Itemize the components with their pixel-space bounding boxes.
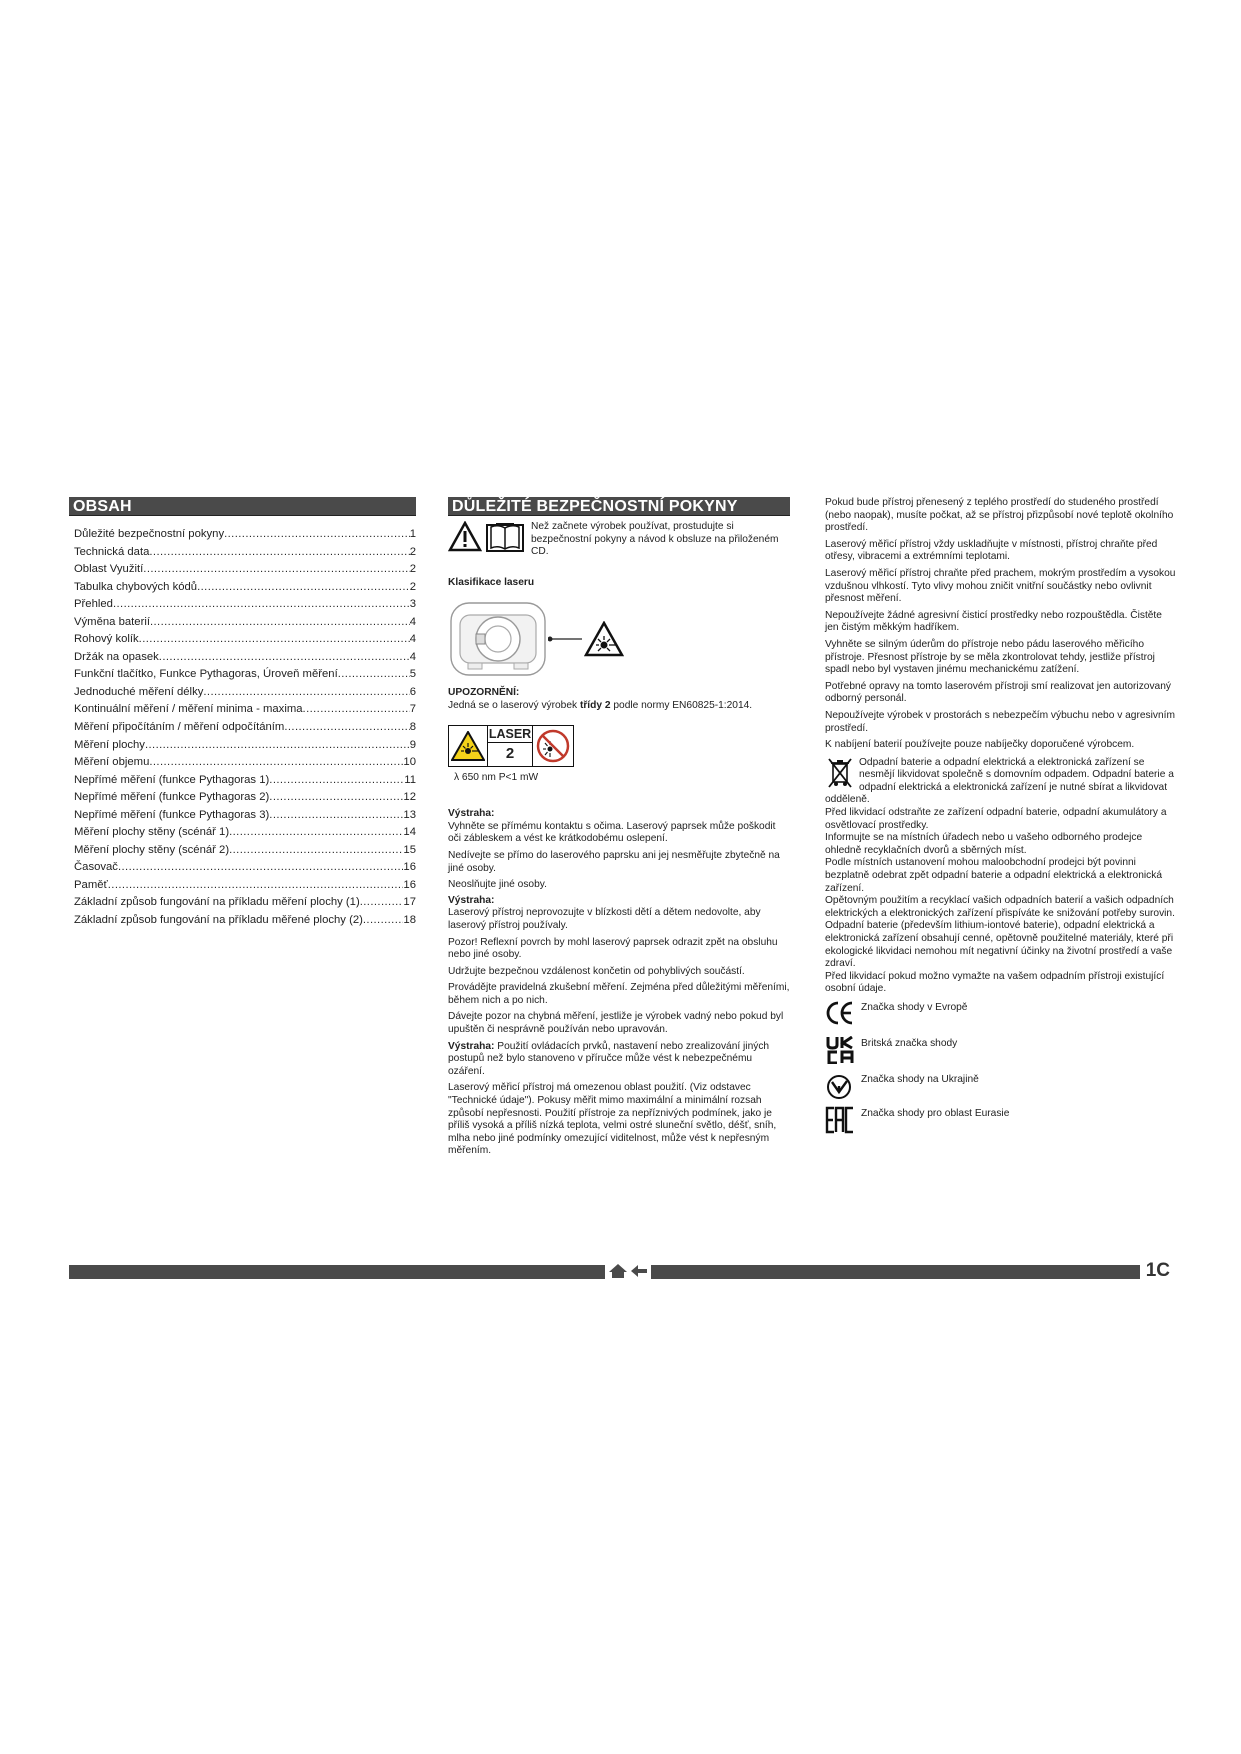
- weee-text-3: Podle místních ustanovení mohou maloobchodní prodejci být povinni bezplatně odebrat zpět odpadní baterie a odpadní elektrická a elektronická zařízení.: [825, 857, 1162, 894]
- toc-entry-leader: [197, 579, 410, 597]
- toc-entry-title: Nepřímé měření (funkce Pythagoras 1): [74, 773, 270, 786]
- no-stare-icon: [533, 726, 573, 766]
- intro-block: [448, 521, 790, 559]
- laser-label-hazard-icon: [449, 726, 488, 766]
- home-back-nav[interactable]: [605, 1261, 651, 1281]
- toc-entry-title: Základní způsob fungování na příkladu měřené plochy (2): [74, 914, 363, 927]
- warning-title-3: Výstraha:: [448, 1040, 495, 1052]
- toc-entry-page: 14: [403, 826, 416, 839]
- toc-entry-title: Časovač: [74, 861, 118, 874]
- toc-entry[interactable]: [74, 842, 416, 860]
- laser-label: [448, 725, 790, 767]
- range-text: Laserový měřicí přístroj má omezenou oblast použití. (Viz odstavec "Technické údaje"). Pokusy měřit mimo maximální a minimální rozsah způsobí nepřesnosti. Použití přístroje za nepříznivých podmínek, jako je příliš vysoká a příliš nízká teplota, velmi ostré sluneční světlo, déšť, sníh, mlha nebo jiné podmínky omezující viditelnost, může vést k nepřesným měřením.: [448, 1082, 777, 1157]
- laser-pointer-line: [548, 634, 584, 644]
- toc-entry[interactable]: [74, 561, 416, 579]
- toc-entry[interactable]: [74, 666, 416, 684]
- toc-entry-title: Paměť: [74, 878, 108, 891]
- ukca-mark-icon: [825, 1036, 855, 1064]
- weee-text-6: Před likvidací pokud možno vymažte na vašem odpadním přístroji existující osobní údaje.: [825, 970, 1165, 995]
- crossed-bin-icon: [827, 757, 853, 789]
- care-column: [825, 497, 1178, 1134]
- toc-entry-leader: [139, 631, 410, 649]
- toc-entry-page: 16: [403, 861, 416, 874]
- eac-mark-row: [825, 1106, 1178, 1134]
- toc-entry[interactable]: [74, 877, 416, 895]
- toc-entry-page: 4: [409, 615, 416, 628]
- toc-entry-title: Technická data: [74, 545, 150, 558]
- notice-text: [448, 700, 790, 713]
- toc-entry-page: 5: [409, 668, 416, 681]
- home-icon[interactable]: [608, 1263, 628, 1279]
- toc-entry-page: 10: [403, 756, 416, 769]
- toc-entry[interactable]: [74, 824, 416, 842]
- ce-mark-row: [825, 1000, 1178, 1026]
- care-text-7: Nepoužívejte výrobek v prostorách s nebezpečím výbuchu nebo v agresivním prostředí.: [825, 709, 1175, 734]
- weee-text-4: Opětovným použitím a recyklací vašich odpadních baterií a vašich odpadních elektrických a elektronických zařízení přispíváte ke snižování potřeby surovin.: [825, 895, 1175, 919]
- laser-label-class-box: [488, 726, 533, 766]
- toc-entry-title: Oblast Využití: [74, 563, 144, 576]
- toc-entry[interactable]: [74, 894, 416, 912]
- laser-device-illustration: [448, 601, 548, 677]
- care-text-5: Vyhněte se silným úderům do přístroje nebo pádu laserového měřicího přístroje. Přesnost přístroje by se měla zkontrolovat tehdy, jestliže přístroj spadl nebo byl vystaven jinému mechanickému zatížení.: [825, 638, 1155, 676]
- care-text-4: Nepoužívejte žádné agresivní čisticí prostředky nebo rozpouštědla. Čistěte jen čistým měkkým hadříkem.: [825, 609, 1162, 634]
- toc-entry[interactable]: [74, 737, 416, 755]
- toc-entry-title: Přehled: [74, 598, 113, 611]
- ua-mark-icon: [825, 1072, 855, 1100]
- ce-mark-label: Značka shody v Evropě: [861, 1001, 968, 1013]
- toc-entry-page: 1: [409, 528, 416, 540]
- toc-entry-page: 2: [409, 545, 416, 558]
- warning-title-2: Výstraha:: [448, 894, 495, 906]
- toc-entry-leader: [224, 526, 410, 544]
- toc-entry-leader: [363, 912, 404, 930]
- toc-entry[interactable]: [74, 579, 416, 597]
- page-number: 1C: [1140, 1261, 1172, 1281]
- toc-entry-page: 11: [404, 773, 416, 786]
- toc-entry-title: Měření plochy stěny (scénář 2): [74, 843, 230, 856]
- toc-entry-title: Nepřímé měření (funkce Pythagoras 3): [74, 808, 270, 821]
- toc-entry-page: 4: [409, 633, 416, 646]
- toc-entry-leader: [118, 859, 403, 877]
- notice-title: UPOZORNĚNÍ:: [448, 687, 520, 699]
- warning-2-text-2: Pozor! Reflexní povrch by mohl laserový paprsek odrazit zpět na obsluhu nebo jiné osoby.: [448, 936, 778, 961]
- toc-entry-page: 2: [409, 563, 416, 576]
- warning-2-text-3: Udržujte bezpečnou vzdálenost končetin od pohyblivých součástí.: [448, 965, 745, 977]
- toc-entry-page: 13: [403, 808, 416, 821]
- toc-entry-leader: [303, 701, 410, 719]
- toc-entry[interactable]: [74, 754, 416, 772]
- care-text-3: Laserový měřicí přístroj chraňte před prachem, mokrým prostředím a vysokou vzdušnou vlhkostí. Tyto vlivy mohou zničit vnitřní součástky nebo ovlivnit přesnost měření.: [825, 567, 1176, 605]
- toc-entry-leader: [338, 666, 410, 684]
- toc-list: [74, 526, 416, 930]
- notice-text-post: podle normy EN60825-1:2014.: [610, 699, 753, 711]
- toc-entry[interactable]: [74, 631, 416, 649]
- toc-entry-leader: [229, 824, 403, 842]
- laser-label-word: LASER: [488, 726, 532, 741]
- toc-entry-leader: [269, 789, 403, 807]
- toc-entry-page: 3: [409, 598, 416, 611]
- toc-entry-leader: [149, 754, 403, 772]
- toc-entry-title: Základní způsob fungování na příkladu měření plochy (1): [74, 896, 360, 909]
- toc-entry-page: 12: [403, 791, 416, 804]
- weee-text-5: Odpadní baterie (především lithium-iontové baterie), odpadní elektrická a elektronická zařízení obsahují cenné, opětovně použitelné materiály, které při ekologické likvidaci nemohou mít negativní účinky na životní prostředí a vaše zdraví.: [825, 920, 1174, 970]
- warning-triangle-icon: [448, 521, 482, 559]
- safety-column: [448, 497, 790, 1158]
- care-text-8: K nabíjení baterií používejte pouze nabíječky doporučené výrobcem.: [825, 739, 1135, 751]
- toc-entry-title: Jednoduché měření délky: [74, 685, 204, 698]
- toc-entry-title: Nepřímé měření (funkce Pythagoras 2): [74, 791, 270, 804]
- toc-entry-leader: [150, 614, 410, 632]
- intro-icons: [448, 521, 525, 559]
- toc-entry-page: 9: [409, 738, 416, 751]
- toc-entry-title: Držák na opasek: [74, 650, 159, 663]
- toc-entry-title: Kontinuální měření / měření minima - maxima: [74, 703, 303, 716]
- toc-column: [69, 497, 416, 930]
- toc-entry-page: 4: [409, 650, 416, 663]
- toc-entry[interactable]: [74, 649, 416, 667]
- laser-device-figure: [448, 601, 790, 677]
- toc-entry-leader: [269, 772, 404, 790]
- laser-spec: λ 650 nm P<1 mW: [454, 771, 539, 783]
- warning-2-text-4: Provádějte pravidelná zkušební měření. Zejména před důležitými měřeními, během nich a po nich.: [448, 982, 790, 1006]
- intro-text: Než začnete výrobek používat, prostudujte si bezpečnostní pokyny a návod k obsluze na přiloženém CD.: [531, 521, 779, 558]
- toc-entry-leader: [113, 596, 410, 614]
- care-text-6: Potřebné opravy na tomto laserovém přístroji smí realizovat jen autorizovaný odborný personál.: [825, 680, 1171, 705]
- ukca-mark-row: [825, 1036, 1178, 1064]
- toc-entry[interactable]: [74, 684, 416, 702]
- eac-mark-icon: [825, 1106, 855, 1134]
- toc-entry[interactable]: [74, 614, 416, 632]
- warning-title-1: Výstraha:: [448, 808, 495, 820]
- toc-entry-leader: [145, 737, 410, 755]
- toc-entry[interactable]: [74, 772, 416, 790]
- back-arrow-icon[interactable]: [630, 1264, 648, 1278]
- toc-entry-leader: [149, 544, 409, 562]
- warning-1-text-3: Neoslňujte jiné osoby.: [448, 879, 547, 891]
- toc-entry-title: Tabulka chybových kódů: [74, 580, 198, 593]
- weee-intro: Odpadní baterie a odpadní elektrická a elektronická zařízení se nesmějí likvidovat společně s domovním odpadem. Odpadní baterie a odpadní elektrická a elektronická zařízení je nutné sbírat a likvidovat odděleně.: [825, 756, 1174, 806]
- toc-entry-leader: [159, 649, 410, 667]
- manual-book-icon: [485, 521, 525, 559]
- toc-entry[interactable]: [74, 544, 416, 562]
- toc-entry-leader: [203, 684, 409, 702]
- toc-entry-page: 15: [403, 843, 416, 856]
- warning-3: [448, 1041, 790, 1079]
- toc-entry-page: 2: [409, 580, 416, 593]
- toc-entry[interactable]: [74, 859, 416, 877]
- laser-hazard-icon: [584, 621, 624, 657]
- toc-entry[interactable]: [74, 596, 416, 614]
- toc-heading: OBSAH: [69, 497, 416, 516]
- toc-entry-page: 16: [403, 878, 416, 891]
- toc-entry[interactable]: [74, 719, 416, 737]
- notice-text-pre: Jedná se o laserový výrobek: [448, 699, 580, 711]
- toc-entry-leader: [284, 719, 409, 737]
- toc-entry-title: Měření objemu: [74, 756, 150, 769]
- toc-entry-title: Rohový kolík: [74, 633, 139, 646]
- ua-mark-row: [825, 1072, 1178, 1100]
- weee-block: [825, 757, 1178, 807]
- laser-class-label: [448, 725, 574, 767]
- toc-entry-page: 6: [409, 685, 416, 698]
- ua-mark-label: Značka shody na Ukrajině: [861, 1073, 979, 1085]
- toc-entry-title: Funkční tlačítko, Funkce Pythagoras, Úroveň měření: [74, 668, 338, 681]
- weee-text-2: Informujte se na místních úřadech nebo u vašeho odborného prodejce ohledně recyklačních dvorů a sběrných míst.: [825, 832, 1143, 856]
- laser-class-title: Klasifikace laseru: [448, 576, 535, 588]
- toc-entry[interactable]: [74, 526, 416, 544]
- warning-3-text: Použití ovládacích prvků, nastavení nebo zrealizování jiných postupů než bylo stanoveno v příručce může vést k nebezpečnému ozáření.: [448, 1040, 770, 1077]
- toc-entry-leader: [143, 561, 409, 579]
- toc-entry-leader: [360, 894, 404, 912]
- weee-text-1: Před likvidací odstraňte ze zařízení odpadní baterie, odpadní akumulátory a osvětlovací prostředky.: [825, 807, 1167, 831]
- laser-label-class: 2: [505, 744, 515, 762]
- toc-entry[interactable]: [74, 807, 416, 825]
- warning-1-text-2: Nedívejte se přímo do laserového paprsku ani jej nesměřujte zbytečně na jiné osoby.: [448, 849, 780, 874]
- toc-entry-page: 8: [409, 721, 416, 734]
- care-text-2: Laserový měřicí přístroj vždy uskladňujte v místnosti, přístroj chraňte před otřesy, vibracemi a extrémními teplotami.: [825, 538, 1158, 563]
- toc-entry[interactable]: [74, 789, 416, 807]
- toc-entry-page: 17: [403, 896, 416, 909]
- toc-entry-title: Měření připočítáním / měření odpočítáním: [74, 721, 285, 734]
- warning-2-text-1: Laserový přístroj neprovozujte v blízkosti dětí a dětem nedovolte, aby laserový přístroj používaly.: [448, 907, 761, 931]
- warning-2-text-5: Dávejte pozor na chybná měření, jestliže je výrobek vadný nebo pokud byl upuštěn či nesprávně používán nebo upravován.: [448, 1011, 784, 1036]
- toc-entry-page: 7: [409, 703, 416, 716]
- toc-entry-leader: [229, 842, 403, 860]
- warning-1-text-1: Vyhněte se přímému kontaktu s očima. Laserový paprsek může poškodit oči zábleskem a vést ke krátkodobému oslepení.: [448, 820, 776, 845]
- toc-entry-leader: [269, 807, 403, 825]
- notice-text-class: třídy 2: [579, 699, 611, 711]
- toc-entry-title: Měření plochy: [74, 738, 145, 751]
- toc-entry-title: Měření plochy stěny (scénář 1): [74, 826, 230, 839]
- ukca-mark-label: Britská značka shody: [861, 1037, 958, 1049]
- ce-mark-icon: [825, 1000, 855, 1026]
- toc-entry-title: Výměna baterií: [74, 615, 150, 628]
- eac-mark-label: Značka shody pro oblast Eurasie: [861, 1107, 1010, 1119]
- toc-entry-title: Důležité bezpečnostní pokyny: [74, 528, 225, 540]
- toc-entry-page: 18: [403, 914, 416, 927]
- toc-entry-leader: [108, 877, 404, 895]
- safety-heading: DŮLEŽITÉ BEZPEČNOSTNÍ POKYNY: [448, 497, 790, 516]
- footer-bar: [69, 1260, 1172, 1281]
- toc-entry[interactable]: [74, 912, 416, 930]
- care-text-1: Pokud bude přístroj přenesený z teplého prostředí do studeného prostředí (nebo naopak), musíte počkat, až se přístroj přizpůsobí nové teplotě okolního prostředí.: [825, 497, 1174, 534]
- toc-entry[interactable]: [74, 701, 416, 719]
